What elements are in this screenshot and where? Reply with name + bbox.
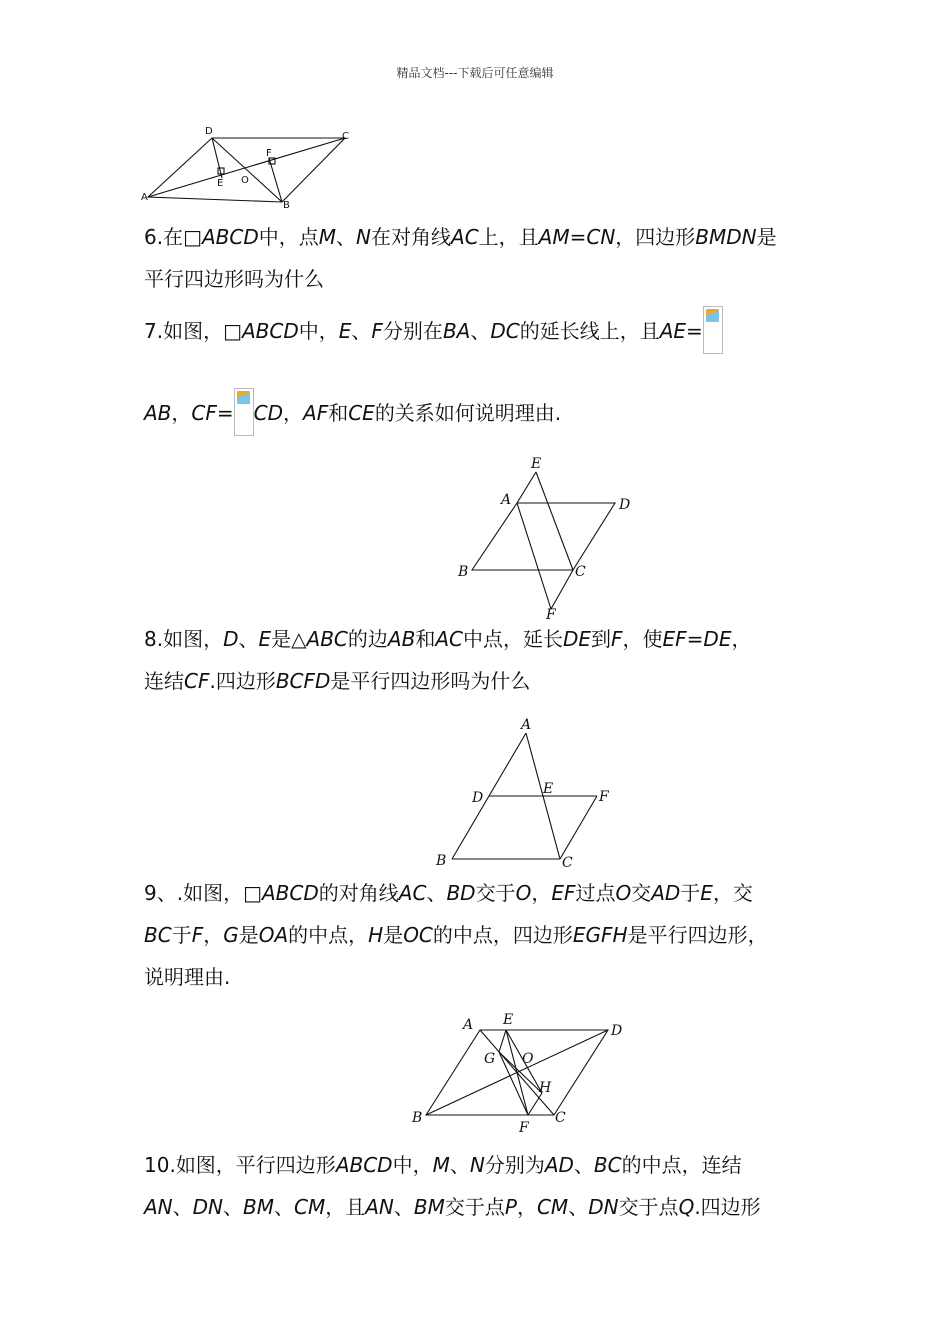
fig9-label-C: C <box>555 1110 566 1126</box>
fig7-label-D: D <box>619 497 631 513</box>
q6-line2: 平行四边形吗为什么 <box>144 267 324 291</box>
page-header: 精品文档---下载后可任意编辑 <box>396 66 554 80</box>
fig8-label-B: B <box>436 853 447 869</box>
fig9-label-E: E <box>503 1012 514 1028</box>
fig1-label-B: B <box>283 200 290 211</box>
fig1-label-O: O <box>241 175 249 186</box>
q10-line2: AN、DN、BM、CM，且AN、BM交于点P，CM、DN交于点Q.四边形 <box>144 1195 761 1219</box>
fig9-label-G: G <box>484 1051 496 1067</box>
question-8 <box>144 618 824 702</box>
fig1-label-D: D <box>205 126 213 137</box>
fig9-label-D: D <box>611 1023 623 1039</box>
fig9-label-H: H <box>539 1080 552 1096</box>
question-7 <box>144 310 824 358</box>
q9-line2: BC于F，G是OA的中点，H是OC的中点，四边形EGFH是平行四边形， <box>144 923 768 947</box>
fig9-label-B: B <box>412 1110 423 1126</box>
figure-q8 <box>432 712 622 872</box>
fig8-label-A: A <box>521 717 532 733</box>
fig8-label-D: D <box>472 790 484 806</box>
fig7-label-A: A <box>501 492 512 508</box>
fig8-label-E: E <box>543 781 554 797</box>
fraction-image-placeholder <box>703 306 723 354</box>
fig1-label-F: F <box>266 148 272 159</box>
question-9 <box>144 872 824 998</box>
fig1-label-A: A <box>141 192 148 203</box>
q8-line1: 8.如图，D、E是△ABC的边AB和AC中点，延长DE到F，使EF=DE， <box>144 627 752 651</box>
fraction-image-placeholder <box>234 388 254 436</box>
question-6 <box>144 216 824 300</box>
fig7-label-F: F <box>546 607 556 623</box>
q10-line1: 10.如图，平行四边形ABCD中，M、N分别为AD、BC的中点，连结 <box>144 1153 742 1177</box>
fig8-label-F: F <box>599 789 609 805</box>
q6-line1: 6.在□ABCD中，点M、N在对角线AC上，且AM=CN，四边形BMDN是 <box>144 225 777 249</box>
fig1-label-C: C <box>342 131 349 142</box>
fig7-label-B: B <box>458 564 469 580</box>
q9-line3: 说明理由. <box>144 965 231 989</box>
fig9-label-O: O <box>522 1051 534 1067</box>
fig7-label-E: E <box>531 456 542 472</box>
question-10 <box>144 1144 824 1228</box>
fig8-label-C: C <box>562 855 573 871</box>
q8-line2: 连结CF.四边形BCFD是平行四边形吗为什么 <box>144 669 531 693</box>
fig9-label-A: A <box>463 1017 474 1033</box>
q9-line1: 9、.如图，□ABCD的对角线AC、BD交于O，EF过点O交AD于E，交 <box>144 881 753 905</box>
q7-line1: 7.如图，□ABCD中，E、F分别在BA、DC的延长线上，且AE= <box>144 310 824 358</box>
figure-q5-parallelogram <box>140 122 360 212</box>
fig7-label-C: C <box>575 564 586 580</box>
q7-line2: AB，CF= CD，AF和CE的关系如何说明理由. <box>144 392 824 440</box>
fig1-label-E: E <box>217 178 224 189</box>
fig9-label-F: F <box>519 1120 529 1136</box>
question-7-cont <box>144 392 824 440</box>
figure-q9 <box>408 1008 633 1140</box>
figure-q7 <box>455 452 635 624</box>
